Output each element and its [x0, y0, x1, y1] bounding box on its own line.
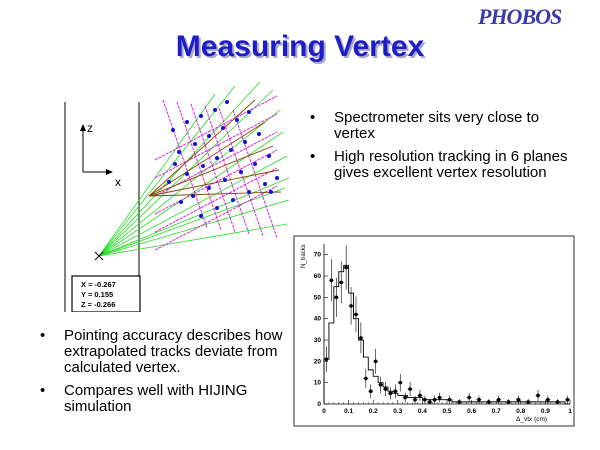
track-line — [99, 132, 283, 256]
bullet-text: High resolution tracking in 6 planes gives excellent vertex resolution — [334, 148, 568, 181]
x-tick-label: 0.6 — [467, 408, 477, 415]
data-point — [467, 396, 471, 400]
track-line — [99, 156, 287, 256]
data-point — [448, 398, 452, 402]
hit-point — [185, 172, 189, 176]
hit-point — [247, 110, 251, 114]
bullet-item — [38, 328, 308, 376]
hit-point — [171, 128, 175, 132]
bullet-text: Pointing accuracy describes how extrapolated tracks deviate from calculated vertex. — [64, 327, 283, 376]
detector-plane-line — [155, 114, 277, 178]
y-tick-label: 50 — [313, 294, 321, 302]
x-tick-label: 0 — [322, 408, 326, 415]
vertex-event-display — [55, 80, 295, 312]
x-tick-label: 0.7 — [491, 408, 501, 415]
bottom-bullet-list — [38, 328, 308, 422]
hit-point — [173, 162, 177, 166]
data-point — [458, 400, 462, 404]
data-point — [374, 360, 378, 364]
data-point — [384, 387, 388, 391]
data-point — [359, 336, 363, 340]
slide-title: Measuring Vertex — [175, 30, 425, 63]
data-point — [330, 278, 334, 282]
x-tick-label: 0.9 — [540, 408, 550, 415]
y-tick-label: 60 — [313, 273, 321, 280]
hit-point — [199, 114, 203, 118]
hit-point — [223, 178, 227, 182]
data-point — [349, 304, 353, 308]
data-point — [354, 313, 358, 317]
hit-point — [239, 170, 243, 174]
hit-point — [275, 176, 279, 180]
detector-plane-line — [233, 110, 277, 238]
vertex-marker — [95, 252, 103, 260]
hit-point — [201, 164, 205, 168]
hit-point — [269, 190, 273, 194]
x-tick-label: 1 — [568, 408, 572, 415]
phobos-logo — [478, 4, 561, 30]
x-tick-label: 0.1 — [344, 408, 354, 415]
bullet-glyph: • — [40, 327, 46, 344]
z-axis-label: z — [87, 121, 93, 135]
data-point — [517, 398, 521, 402]
z-arrowhead — [80, 124, 86, 131]
x-arrowhead — [106, 169, 113, 175]
track-line — [99, 110, 280, 256]
data-point — [369, 389, 373, 393]
bullet-text: Compares well with HIJING simulation — [64, 382, 248, 415]
hit-point — [225, 100, 229, 104]
data-point — [394, 389, 398, 393]
data-point — [344, 266, 348, 270]
data-point — [438, 396, 442, 400]
vertex-z-readout: Z = -0.266 — [81, 300, 116, 309]
hit-point — [229, 148, 233, 152]
y-tick-label: 0 — [317, 401, 321, 408]
data-point — [379, 383, 383, 387]
data-point — [477, 398, 481, 402]
hit-point — [231, 198, 235, 202]
hit-point — [179, 200, 183, 204]
hit-point — [235, 118, 239, 122]
data-point — [433, 398, 437, 402]
bullet-item — [308, 149, 568, 181]
data-point — [423, 398, 427, 402]
vertex-readout-box — [72, 276, 140, 312]
y-tick-label: 30 — [313, 337, 321, 344]
hit-point — [215, 206, 219, 210]
x-tick-label: 0.2 — [368, 408, 378, 415]
y-tick-label: 20 — [313, 358, 321, 366]
data-point — [389, 392, 393, 396]
data-point — [546, 398, 550, 402]
detector-planes — [155, 96, 277, 250]
x-tick-label: 0.3 — [393, 408, 403, 415]
hit-point — [207, 134, 211, 138]
hit-point — [207, 186, 211, 190]
hit-point — [257, 132, 261, 136]
data-point — [487, 400, 491, 404]
hit-point — [215, 156, 219, 160]
top-bullet-list — [308, 110, 568, 188]
data-point — [335, 296, 339, 300]
y-tick-label: 70 — [313, 251, 321, 259]
vertex-y-readout: Y = 0.155 — [81, 290, 114, 299]
data-point — [398, 381, 402, 385]
bullet-item — [38, 383, 308, 415]
data-point — [325, 357, 329, 361]
hit-point — [193, 142, 197, 146]
data-point — [418, 394, 422, 398]
x-tick-label: 0.5 — [442, 408, 452, 415]
bullet-text: Spectrometer sits very close to vertex — [334, 109, 540, 142]
chart-frame — [294, 236, 574, 426]
hit-point — [221, 126, 225, 130]
hit-point — [263, 182, 267, 186]
data-point — [408, 387, 412, 391]
hit-point — [191, 194, 195, 198]
y-tick-label: 10 — [313, 379, 321, 387]
detector-plane-line — [191, 104, 235, 232]
hit-point — [243, 140, 247, 144]
data-point — [403, 396, 407, 400]
hit-point — [177, 150, 181, 154]
hit-point — [267, 154, 271, 158]
hit-point — [185, 120, 189, 124]
logo-text: PHOBOS — [478, 4, 562, 29]
hit-point — [253, 162, 257, 166]
bullet-glyph: • — [310, 109, 316, 126]
data-point — [507, 400, 511, 404]
y-axis-label: N_tracks — [301, 244, 307, 268]
x-axis-label: Δ_vtx (cm) — [516, 416, 548, 423]
data-point — [556, 400, 560, 404]
bullet-item — [308, 110, 568, 142]
hit-point — [167, 180, 171, 184]
data-point — [428, 400, 432, 404]
bullet-glyph: • — [310, 148, 316, 165]
pointing-accuracy-histogram — [290, 234, 580, 430]
detector-plane-line — [155, 96, 277, 160]
data-point — [497, 398, 501, 402]
data-point — [339, 281, 343, 285]
x-tick-label: 0.4 — [417, 408, 427, 415]
track-line — [99, 188, 285, 256]
data-point — [566, 398, 570, 402]
data-point — [413, 398, 417, 402]
x-tick-label: 0.8 — [516, 408, 526, 415]
data-point — [526, 400, 530, 404]
x-axis-label: x — [115, 175, 121, 189]
hit-point — [247, 190, 251, 194]
hit-point — [199, 214, 203, 218]
bullet-glyph: • — [40, 382, 46, 399]
vertex-x-readout: X = -0.267 — [81, 280, 116, 289]
hit-point — [213, 108, 217, 112]
data-point — [364, 377, 368, 381]
data-point — [536, 394, 540, 398]
y-tick-label: 40 — [313, 315, 321, 323]
